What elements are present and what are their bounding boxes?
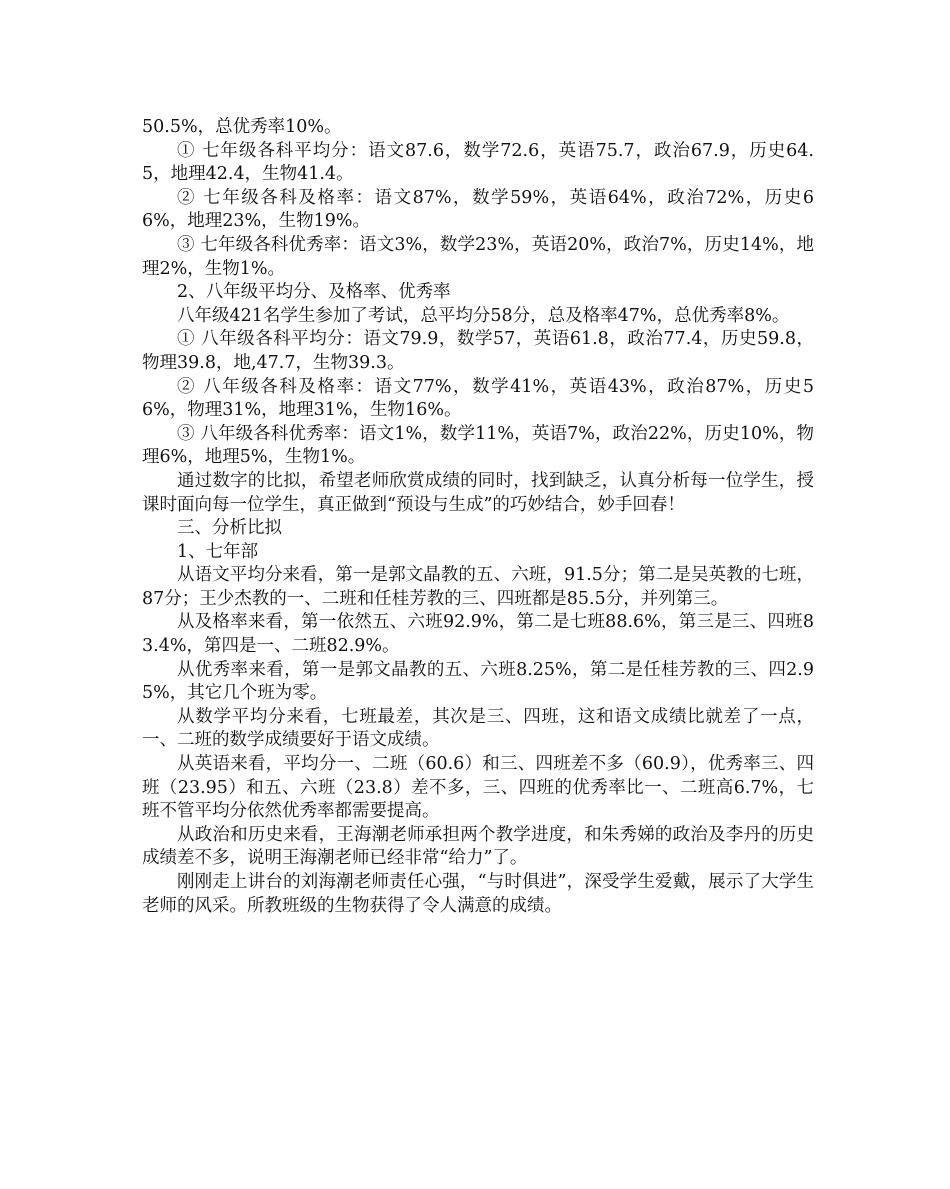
grade7-average-scores: ① 七年级各科平均分：语文87.6，数学72.6，英语75.7，政治67.9，历史64.5，地理42.4，生物41.4。 — [142, 140, 814, 185]
chinese-average-analysis: 从语文平均分来看，第一是郭文晶教的五、六班，91.5分；第二是吴英教的七班，87分；王少杰教的一、二班和任桂芳教的三、四班都是85.5分，并列第三。 — [142, 565, 814, 609]
document-page — [142, 116, 814, 918]
grade7-pass-rates: ② 七年级各科及格率：语文87%，数学59%，英语64%，政治72%，历史66%，地理23%，生物19%。 — [142, 187, 814, 232]
paragraph-continuation: 50.5%，总优秀率10%。 — [142, 117, 342, 137]
section-heading-grade8: 2、八年级平均分、及格率、优秀率 — [177, 282, 451, 303]
section-heading-analysis: 三、分析比拟 — [177, 518, 282, 539]
pass-rate-analysis: 从及格率来看，第一依然五、六班92.9%，第二是七班88.6%，第三是三、四班83.4%，第四是一、二班82.9%。 — [142, 612, 814, 657]
grade8-pass-rates: ② 八年级各科及格率：语文77%，数学41%，英语43%，政治87%，历史56%，物理31%，地理31%，生物16%。 — [142, 376, 814, 421]
politics-history-analysis: 从政治和历史来看，王海潮老师承担两个教学进度，和朱秀娣的政治及李丹的历史成绩差不多，说明王海潮老师已经非常“给力”了。 — [142, 824, 814, 869]
excellence-rate-analysis: 从优秀率来看，第一是郭文晶教的五、六班8.25%，第二是任桂芳教的三、四2.95%，其它几个班为零。 — [142, 659, 814, 704]
grade7-excellence-rates: ③ 七年级各科优秀率：语文3%，数学23%，英语20%，政治7%，历史14%，地理2%，生物1%。 — [142, 234, 814, 279]
biology-teacher-analysis: 刚刚走上讲台的刘海潮老师责任心强，“与时俱进”，深受学生爱戴，展示了大学生老师的风采。所教班级的生物获得了令人满意的成绩。 — [142, 872, 814, 916]
english-analysis: 从英语来看，平均分一、二班（60.6）和三、四班差不多（60.9），优秀率三、四班（23.95）和五、六班（23.8）差不多，三、四班的优秀率比一、二班高6.7%，七班不管平均分依然优秀率都需要提高。 — [142, 754, 814, 822]
grade8-summary: 八年级421名学生参加了考试，总平均分58分，总及格率47%，总优秀率8%。 — [177, 305, 790, 326]
subheading-grade7: 1、七年部 — [177, 541, 259, 562]
grade8-average-scores: ① 八年级各科平均分：语文79.9，数学57，英语61.8，政治77.4，历史59.8，物理39.8，地,47.7，生物39.3。 — [142, 329, 814, 373]
grade8-excellence-rates: ③ 八年级各科优秀率：语文1%，数学11%，英语7%，政治22%，历史10%，物理6%，地理5%，生物1%。 — [142, 423, 814, 468]
comparison-conclusion: 通过数字的比拟，希望老师欣赏成绩的同时，找到缺乏，认真分析每一位学生，授课时面向每一位学生，真正做到“预设与生成”的巧妙结合，妙手回春！ — [142, 470, 814, 515]
math-analysis: 从数学平均分来看，七班最差，其次是三、四班，这和语文成绩比就差了一点，一、二班的数学成绩要好于语文成绩。 — [142, 706, 814, 751]
